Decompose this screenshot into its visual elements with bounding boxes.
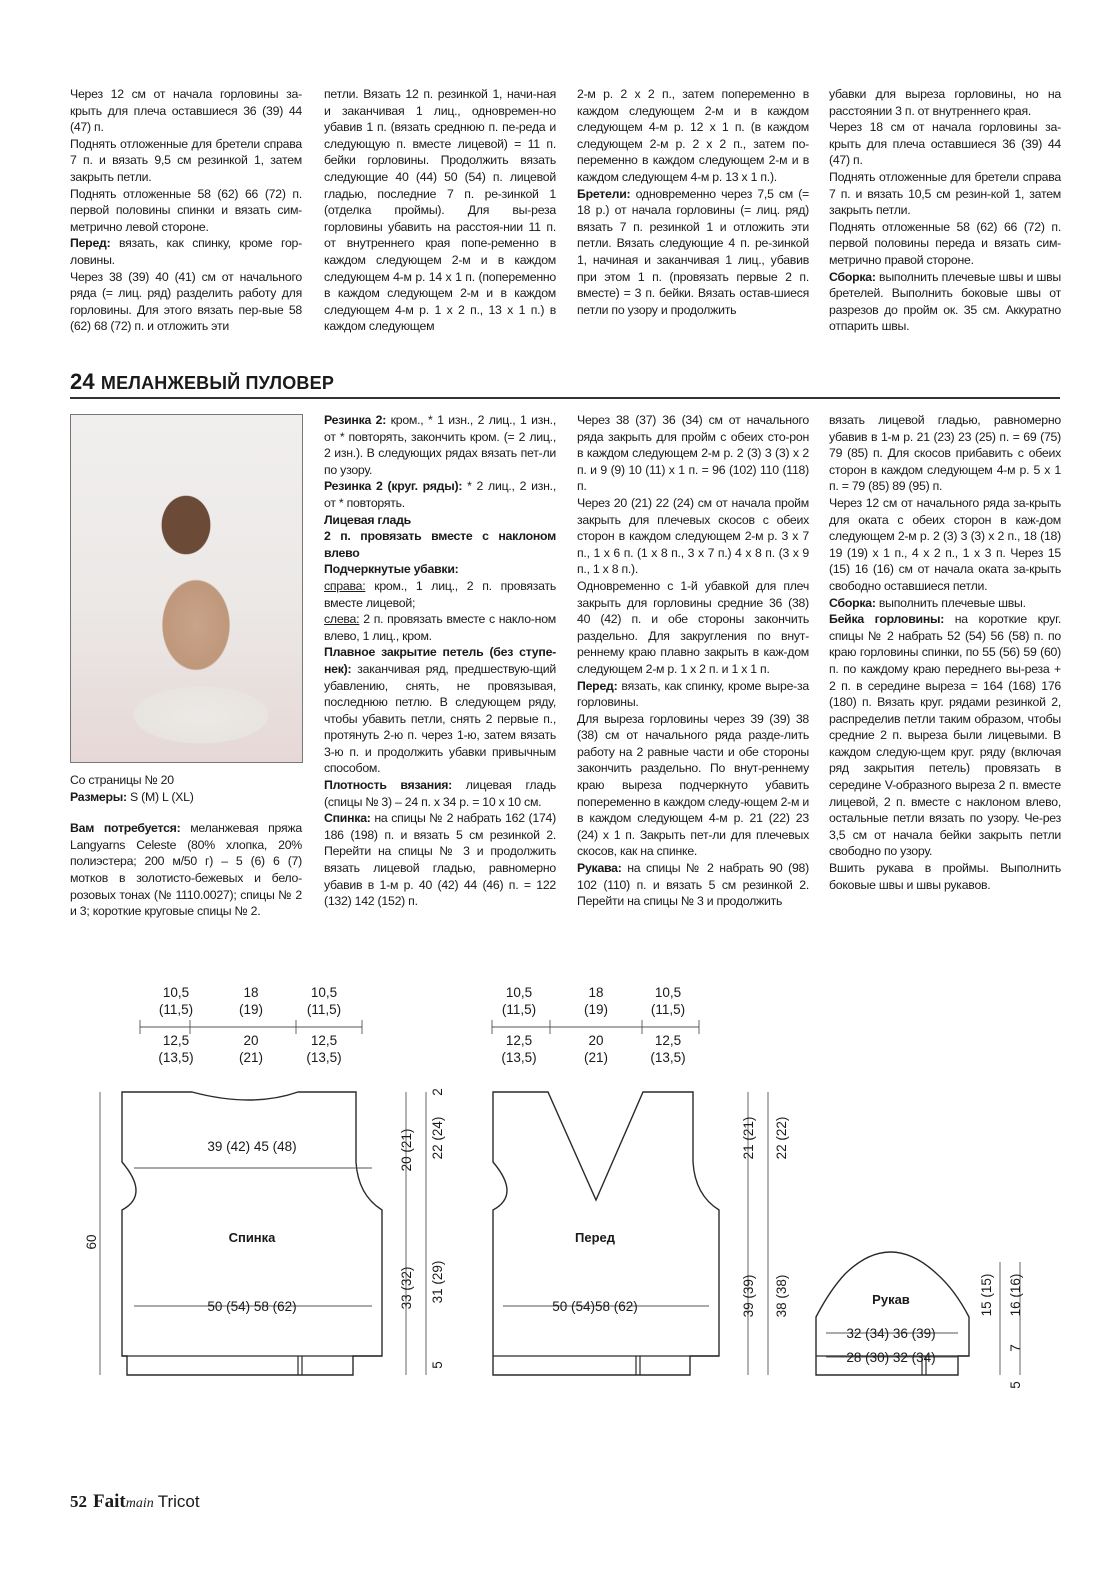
svg-text:31 (29): 31 (29) (430, 1260, 445, 1304)
paragraph: справа: кром., 1 лиц., 2 п. провязать вместе лицевой; (324, 578, 556, 610)
paragraph: 2-м р. 2 х 2 п., затем попеременно в каждом следующем 2-м и в каждом следующем 4-м р. 12 х 1 п. (в каждом следующем 2-м р. 2 х 2 п., затем по-переменно в каждом следующем 2-м и в каждом следующем 4-м р. 13 х 1 п.). (577, 87, 809, 184)
svg-text:(13,5): (13,5) (650, 1050, 686, 1065)
svg-text:(13,5): (13,5) (501, 1050, 537, 1065)
svg-text:39 (39): 39 (39) (741, 1274, 756, 1318)
paragraph: Перед: вязать, как спинку, кроме выре-за горловины. (577, 678, 809, 710)
paragraph: Через 38 (37) 36 (34) см от начального ряда закрыть для пройм с обеих сто-рон в каждом следующем 2-м р. 2 (3) 3 (3) х 2 п. и 9 (9) 10 (11) х 1 п. = 96 (102) 110 (118) п. (577, 413, 809, 494)
paragraph: Через 38 (39) 40 (41) см от начального ряда (= лиц. ряд) разделить работу для горловины. Для этого вязать пер-вые 58 (62) 68 (72) п. и отложить эти (70, 269, 302, 334)
paragraph: Резинка 2 (круг. ряды): * 2 лиц., 2 изн., от * повторять. (324, 479, 556, 510)
svg-text:(11,5): (11,5) (501, 1002, 537, 1017)
paragraph: Через 12 см от начального ряда за-крыть для оката с обеих сторон в каж-дом следующем 2-м р. 2 (3) 3 (3) х 2 п., 18 (18) 19 (19) х 1 п., 4 х 2 п., 1 х 3 п. Через 15 (15) 16 (16) см от начала оката за-крыть свободно оставшиеся петли. (829, 495, 1061, 593)
svg-text:(13,5): (13,5) (306, 1050, 342, 1065)
svg-text:21 (21): 21 (21) (741, 1116, 756, 1160)
vertical-dimension-labels (84, 1088, 1023, 1389)
svg-text:(21): (21) (583, 1050, 609, 1065)
model-photo (70, 414, 303, 763)
svg-text:15 (15): 15 (15) (979, 1273, 994, 1317)
svg-text:2: 2 (430, 1088, 445, 1096)
paragraph: Сборка: выполнить плечевые швы и швы бретелей. Выполнить боковые швы от разрезов до пройм ок. 35 см. Аккуратно отпарить швы. (829, 269, 1061, 334)
heading-rule (70, 397, 1060, 399)
text-column-6 (324, 412, 556, 910)
sleeve-lower-label: 28 (30) 32 (34) (846, 1350, 936, 1365)
text-column-1 (70, 86, 302, 335)
paragraph: Лицевая гладь (324, 512, 411, 527)
svg-text:(19): (19) (238, 1002, 264, 1017)
svg-text:60: 60 (84, 1234, 99, 1250)
label: Бретели: (577, 186, 631, 201)
front-dimension-labels (501, 985, 685, 1314)
svg-text:7: 7 (1008, 1344, 1023, 1352)
paragraph: Сборка: выполнить плечевые швы. (829, 595, 1026, 610)
paragraph: Поднять отложенные для бретели справа 7 п. и вязать 9,5 см резинкой 1, затем закрыть петли. (70, 136, 302, 184)
paragraph: Плотность вязания: лицевая гладь (спицы № 3) – 24 п. х 34 р. = 10 х 10 см. (324, 778, 557, 809)
front-outline (493, 1092, 719, 1375)
paragraph: петли. Вязать 12 п. резинкой 1, начи-ная и заканчивая 1 лиц., одновремен-но убавив 1 п. (вязать среднюю п. пе-реда и следующую п. вместе лицевой) = 11 п. бейки горловины. Продолжить вязать следующие 40 (44) 50 (54) п. лицевой гладью, последние 7 п. ре-зинкой 1 (отделка проймы). Для вы-реза горловины убавить на расстоя-нии 11 п. от внутреннего края попе-ременно в каждом следующем 2-м и в каждом следующем 4-м р. 14 х 1 п. (попеременно в каждом следующем 2-м и в каждом следующем 4-м р. 1 х 2 п., 13 х 1 п.) в каждом следующем (324, 87, 556, 334)
paragraph: Поднять отложенные для бретели справа 7 п. и вязать 10,5 см резин-кой 1, затем закрыть петли. (829, 169, 1061, 218)
text-column-7 (577, 412, 809, 910)
paragraph: Бейка горловины: на короткие круг. спицы № 2 набрать 52 (54) 56 (58) п. по краю горловины спинки, по 55 (56) 59 (60) п. по каждому краю переднего вы-реза + 2 п. в середине выреза = 164 (168) 176 (180) п. Вязать круг. рядами резинкой 2, распределив петли таким образом, чтобы средние 2 п. выреза были лицевыми. В каждом следую-щем круг. ряду (включая ряд закрытия петель) провязать в середине V-образного выреза 2 п. вместе лицевой, 2 п. вместе с наклоном влево, остальные петли вязать по узору. Че-рез 3,5 см от начала бейки закрыть петли свободно по узору. (829, 612, 1061, 859)
page-number: 52 (70, 1492, 87, 1511)
paragraph: Спинка: на спицы № 2 набрать 162 (174) 186 (198) п. и вязать 5 см резинкой 2. Перейти на спицы № 3 и продолжить вязать лицевой гладью, равномерно убавив в 1-м р. 40 (42) 44 (46) п. = 122 (132) 142 (152) п. (324, 811, 556, 909)
svg-text:20: 20 (588, 1033, 604, 1048)
svg-text:10,5: 10,5 (310, 985, 338, 1000)
section-heading (70, 369, 334, 395)
back-piece-name: Спинка (228, 1230, 276, 1245)
back-outline (122, 1092, 382, 1375)
from-page: Со страницы № 20 (70, 773, 174, 787)
back-dimension-labels (158, 985, 341, 1314)
svg-text:12,5: 12,5 (310, 1033, 338, 1048)
svg-text:12,5: 12,5 (162, 1033, 190, 1048)
section-title: МЕЛАНЖЕВЫЙ ПУЛОВЕР (100, 373, 335, 393)
text-column-4 (829, 86, 1061, 335)
paragraph: Поднять отложенные 58 (62) 66 (72) п. первой половины спинки и вязать сим-метрично левой стороне. (70, 186, 302, 234)
paragraph: Резинка 2: кром., * 1 изн., 2 лиц., 1 изн., от * повторять, закончить кром. (= 2 лиц., 2 изн.). В следующих рядах вязать пет-ли по узору. (324, 413, 556, 477)
svg-text:10,5: 10,5 (505, 985, 533, 1000)
svg-text:38 (38): 38 (38) (774, 1274, 789, 1318)
svg-text:22 (22): 22 (22) (774, 1116, 789, 1160)
svg-text:(11,5): (11,5) (158, 1002, 194, 1017)
paragraph: Через 20 (21) 22 (24) см от начала пройм закрыть для плечевых скосов с обеих сторон в каждом следующем 2-м р. 3 х 7 п., 1 х 6 п. (1 х 8 п., 3 х 7 п.) 4 х 8 п. (3 х 9 п., 1 х 8 п.). (577, 495, 809, 577)
brand-logo: Fait (93, 1491, 126, 1512)
svg-text:20: 20 (243, 1033, 259, 1048)
materials: Вам потребуется: меланжевая пряжа Langyarns Celeste (80% хлопка, 20% полиэстера; 200 м/50 г) – 5 (6) 6 (7) мотков в золотисто-бежевых и бело-розовых тонах (№ 1110.0027); спицы № 2 и 3; короткие круговые спицы № 2. (70, 821, 302, 919)
svg-text:22 (24): 22 (24) (430, 1116, 445, 1160)
svg-text:(19): (19) (583, 1002, 609, 1017)
sleeve-dimension-labels (846, 1292, 935, 1365)
svg-text:(11,5): (11,5) (650, 1002, 686, 1017)
paragraph: Бретели: одновременно через 7,5 см (= 18 р.) от начала горловины (= лиц. ряд) вязать 7 п. резинкой 1 и отложить эти петли. Вязать следующие 4 п. ре-зинкой 1, начиная и заканчивая 1 лиц., убавив при этом 1 п. (провязать первые 2 п. вместе) = 3 п. бейки. Вязать остав-шиеся петли по узору и продолжить (577, 186, 809, 317)
page-footer: 52 Faitmain Tricot (70, 1491, 200, 1512)
sleeve-outline (816, 1252, 969, 1375)
svg-text:(21): (21) (238, 1050, 264, 1065)
sizes: Размеры: S (M) L (XL) (70, 789, 194, 804)
paragraph: вязать лицевой гладью, равномерно убавив в 1-м р. 21 (23) 23 (25) п. = 69 (75) 79 (85) п. Для скосов прибавить с обеих сторон в каждом следующем 4-м р. 5 х 1 п. = 79 (85) 89 (95) п. (829, 413, 1061, 494)
paragraph: Вшить рукава в проймы. Выполнить боковые швы и швы рукавов. (829, 861, 1061, 892)
svg-text:(11,5): (11,5) (306, 1002, 342, 1017)
text-column-3 (577, 86, 809, 318)
back-hip-label: 50 (54) 58 (62) (207, 1299, 297, 1314)
svg-text:5: 5 (430, 1361, 445, 1369)
paragraph: Плавное закрытие петель (без ступе-нек): заканчивая ряд, предшествую-щий убавлению, снять, не провязывая, последнюю петлю. В следующем ряду, чтобы убавить петли, снять 2 первые п., протянуть 2-ю п. через 1-ю, затем вязать 3-ю п. и продолжить убавки привычным способом. (324, 645, 556, 776)
front-hip-label: 50 (54)58 (62) (552, 1299, 638, 1314)
section-number: 24 (70, 369, 95, 394)
svg-text:5: 5 (1008, 1381, 1023, 1389)
paragraph: Одновременно с 1-й убавкой для плеч закрыть для горловины средние 36 (38) 40 (42) п. и обе стороны закончить раздельно. Для закругления по внут-реннему краю плавно закрыть в каж-дом следующем 2-м р. 1 х 2 п. и 1 х 1 п. (577, 578, 809, 676)
svg-text:33 (32): 33 (32) (399, 1266, 414, 1310)
label: Сборка: (829, 269, 876, 284)
paragraph: Рукава: на спицы № 2 набрать 90 (98) 102 (110) п. и вязать 5 см резинкой 2. Перейти на спицы № 3 и продолжить (577, 861, 809, 909)
paragraph: Подчеркнутые убавки: (324, 562, 459, 577)
svg-text:18: 18 (243, 985, 259, 1000)
sleeve-piece-name: Рукав (872, 1292, 910, 1307)
back-chest-label: 39 (42) 45 (48) (207, 1139, 297, 1154)
paragraph: 2 п. провязать вместе с наклоном влево (324, 529, 556, 560)
svg-text:10,5: 10,5 (162, 985, 190, 1000)
paragraph: Через 12 см от начала горловины за-крыть для плеча оставшиеся 36 (39) 44 (47) п. (70, 87, 302, 135)
svg-text:10,5: 10,5 (654, 985, 682, 1000)
label: Перед: (70, 236, 111, 251)
svg-text:18: 18 (588, 985, 604, 1000)
svg-text:16 (16): 16 (16) (1008, 1273, 1023, 1317)
svg-text:(13,5): (13,5) (158, 1050, 194, 1065)
paragraph: Для выреза горловины через 39 (39) 38 (38) см от начального ряда разде-лить работу на 2 равные части и обе стороны закончить раздельно. По внут-реннему краю выреза подчеркнуто убавить попеременно в каждом следу-ющем 2-м и в каждом следующем 4-м р. 21 (22) 23 (24) х 1 п. Закрыть пет-ли для плечевых скосов, как на спинке. (577, 711, 809, 859)
svg-text:12,5: 12,5 (505, 1033, 533, 1048)
paragraph: Перед: вязать, как спинку, кроме гор-ловины. (70, 236, 302, 267)
svg-text:20 (21): 20 (21) (399, 1128, 414, 1172)
text-column-2 (324, 86, 556, 335)
paragraph: Через 18 см от начала горловины за-крыть для плеча оставшиеся 36 (39) 44 (47) п. (829, 120, 1061, 168)
text-column-8 (829, 412, 1061, 893)
front-piece-name: Перед (575, 1230, 615, 1245)
paragraph: Поднять отложенные 58 (62) 66 (72) п. первой половины переда и вязать сим-метрично правой стороне. (829, 219, 1061, 267)
sleeve-upper-label: 32 (34) 36 (39) (846, 1326, 936, 1341)
paragraph: убавки для выреза горловины, но на расстоянии 3 п. от внутреннего края. (829, 87, 1061, 118)
svg-text:12,5: 12,5 (654, 1033, 682, 1048)
paragraph: слева: 2 п. провязать вместе с накло-ном влево, 1 лиц., кром. (324, 612, 556, 643)
info-column (70, 772, 302, 920)
